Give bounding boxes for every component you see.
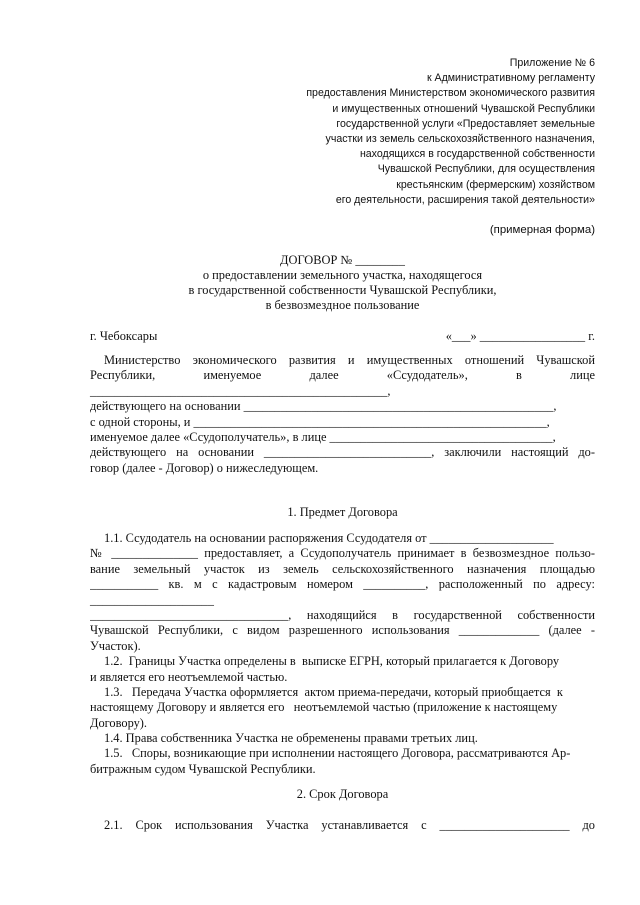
clause-line: 1.5. Споры, возникающие при исполнении настоящего Договора, рассматриваются Ар- <box>104 746 571 761</box>
place-date-row <box>90 329 595 344</box>
clause-line: Договору). <box>90 715 148 730</box>
contract-title-subject: в государственной собственности Чувашской Республики, <box>188 283 497 297</box>
clause-line: Участок). <box>90 638 141 653</box>
appendix-line: находящихся в государственной собственности <box>359 148 595 161</box>
preamble-line: говор (далее - Договор) о нижеследующем. <box>90 460 319 475</box>
preamble-line: с одной стороны, и _________________________________________________________, <box>90 414 550 429</box>
preamble-line: именуемое далее «Ссудополучатель», в лице ____________________________________, <box>90 429 556 444</box>
preamble <box>90 353 595 476</box>
clause-line: настоящему Договору и является его неотъемлемой частью (приложение к настоящему <box>90 700 558 715</box>
preamble-line: действующего на основании ___________________________, заключили настоящий до- <box>90 445 595 460</box>
appendix-line: Приложение № 6 <box>509 57 595 69</box>
appendix-line: государственной услуги «Предоставляет земельные <box>336 117 595 130</box>
preamble-line: Республики, именуемое далее «Ссудодатель», в лице <box>90 368 595 383</box>
section-2-heading: 2. Срок Договора <box>296 787 389 801</box>
clause-line: ____________________ <box>90 592 214 607</box>
section-1-body <box>90 531 595 777</box>
contract-title-subject: в безвозмездное пользование <box>265 298 420 312</box>
appendix-line: участки из земель сельскохозяйственного назначения, <box>325 133 595 146</box>
contract-date: «___» _________________ г. <box>445 329 595 343</box>
clause-line: 2.1. Срок использования Участка устанавливается с _____________________ до <box>104 818 595 832</box>
clause-line: 1.2. Границы Участка определены в выписке ЕГРН, который прилагается к Договору <box>104 654 560 669</box>
city: г. Чебоксары <box>90 329 158 343</box>
appendix-line: предоставления Министерством экономического развития <box>306 87 595 100</box>
appendix-line: Чувашской Республики, для осуществления <box>377 163 595 176</box>
clause-line: ___________ кв. м с кадастровым номером __________, расположенный по адресу: <box>90 577 595 592</box>
contract-title-number: ДОГОВОР № ________ <box>280 253 405 267</box>
preamble-line: действующего на основании __________________________________________________, <box>90 399 557 414</box>
clause-line: 1.4. Права собственника Участка не обременены правами третьих лиц. <box>104 731 478 746</box>
appendix-line: крестьянским (фермерским) хозяйством <box>396 178 595 191</box>
appendix-line: его деятельности, расширения такой деятельности» <box>335 193 595 206</box>
appendix-line: и имущественных отношений Чувашской Республики <box>332 102 595 115</box>
clause-line: битражным судом Чувашской Республики. <box>90 761 316 776</box>
clause-line: ________________________________, находящийся в государственной собственности <box>90 607 595 622</box>
clause-line: 1.3. Передача Участка оформляется актом приема-передачи, который приобщается к <box>104 684 563 699</box>
section-1-heading: 1. Предмет Договора <box>287 505 398 519</box>
section-2-body <box>90 818 595 833</box>
clause-line: вание земельный участок из земель сельскохозяйственного назначения площадью <box>90 561 595 576</box>
clause-line: 1.1. Ссудодатель на основании распоряжения Ссудодателя от ____________________ <box>104 531 554 545</box>
contract-title-subject: о предоставлении земельного участка, находящегося <box>202 268 483 282</box>
appendix-line: к Административному регламенту <box>426 72 595 85</box>
clause-line: № ______________ предоставляет, а Ссудополучатель принимает в безвозмездное пользо- <box>90 546 595 561</box>
preamble-line: Министерство экономического развития и имущественных отношений Чувашской <box>104 353 595 367</box>
form-note: (примерная форма) <box>489 224 595 236</box>
appendix-header <box>260 56 595 208</box>
preamble-line: ________________________________________________, <box>90 383 391 398</box>
clause-line: Чувашской Республики, с видом разрешенного использования _____________ (далее - <box>90 623 595 638</box>
contract-title <box>90 253 595 313</box>
clause-line: и является его неотъемлемой частью. <box>90 669 288 684</box>
